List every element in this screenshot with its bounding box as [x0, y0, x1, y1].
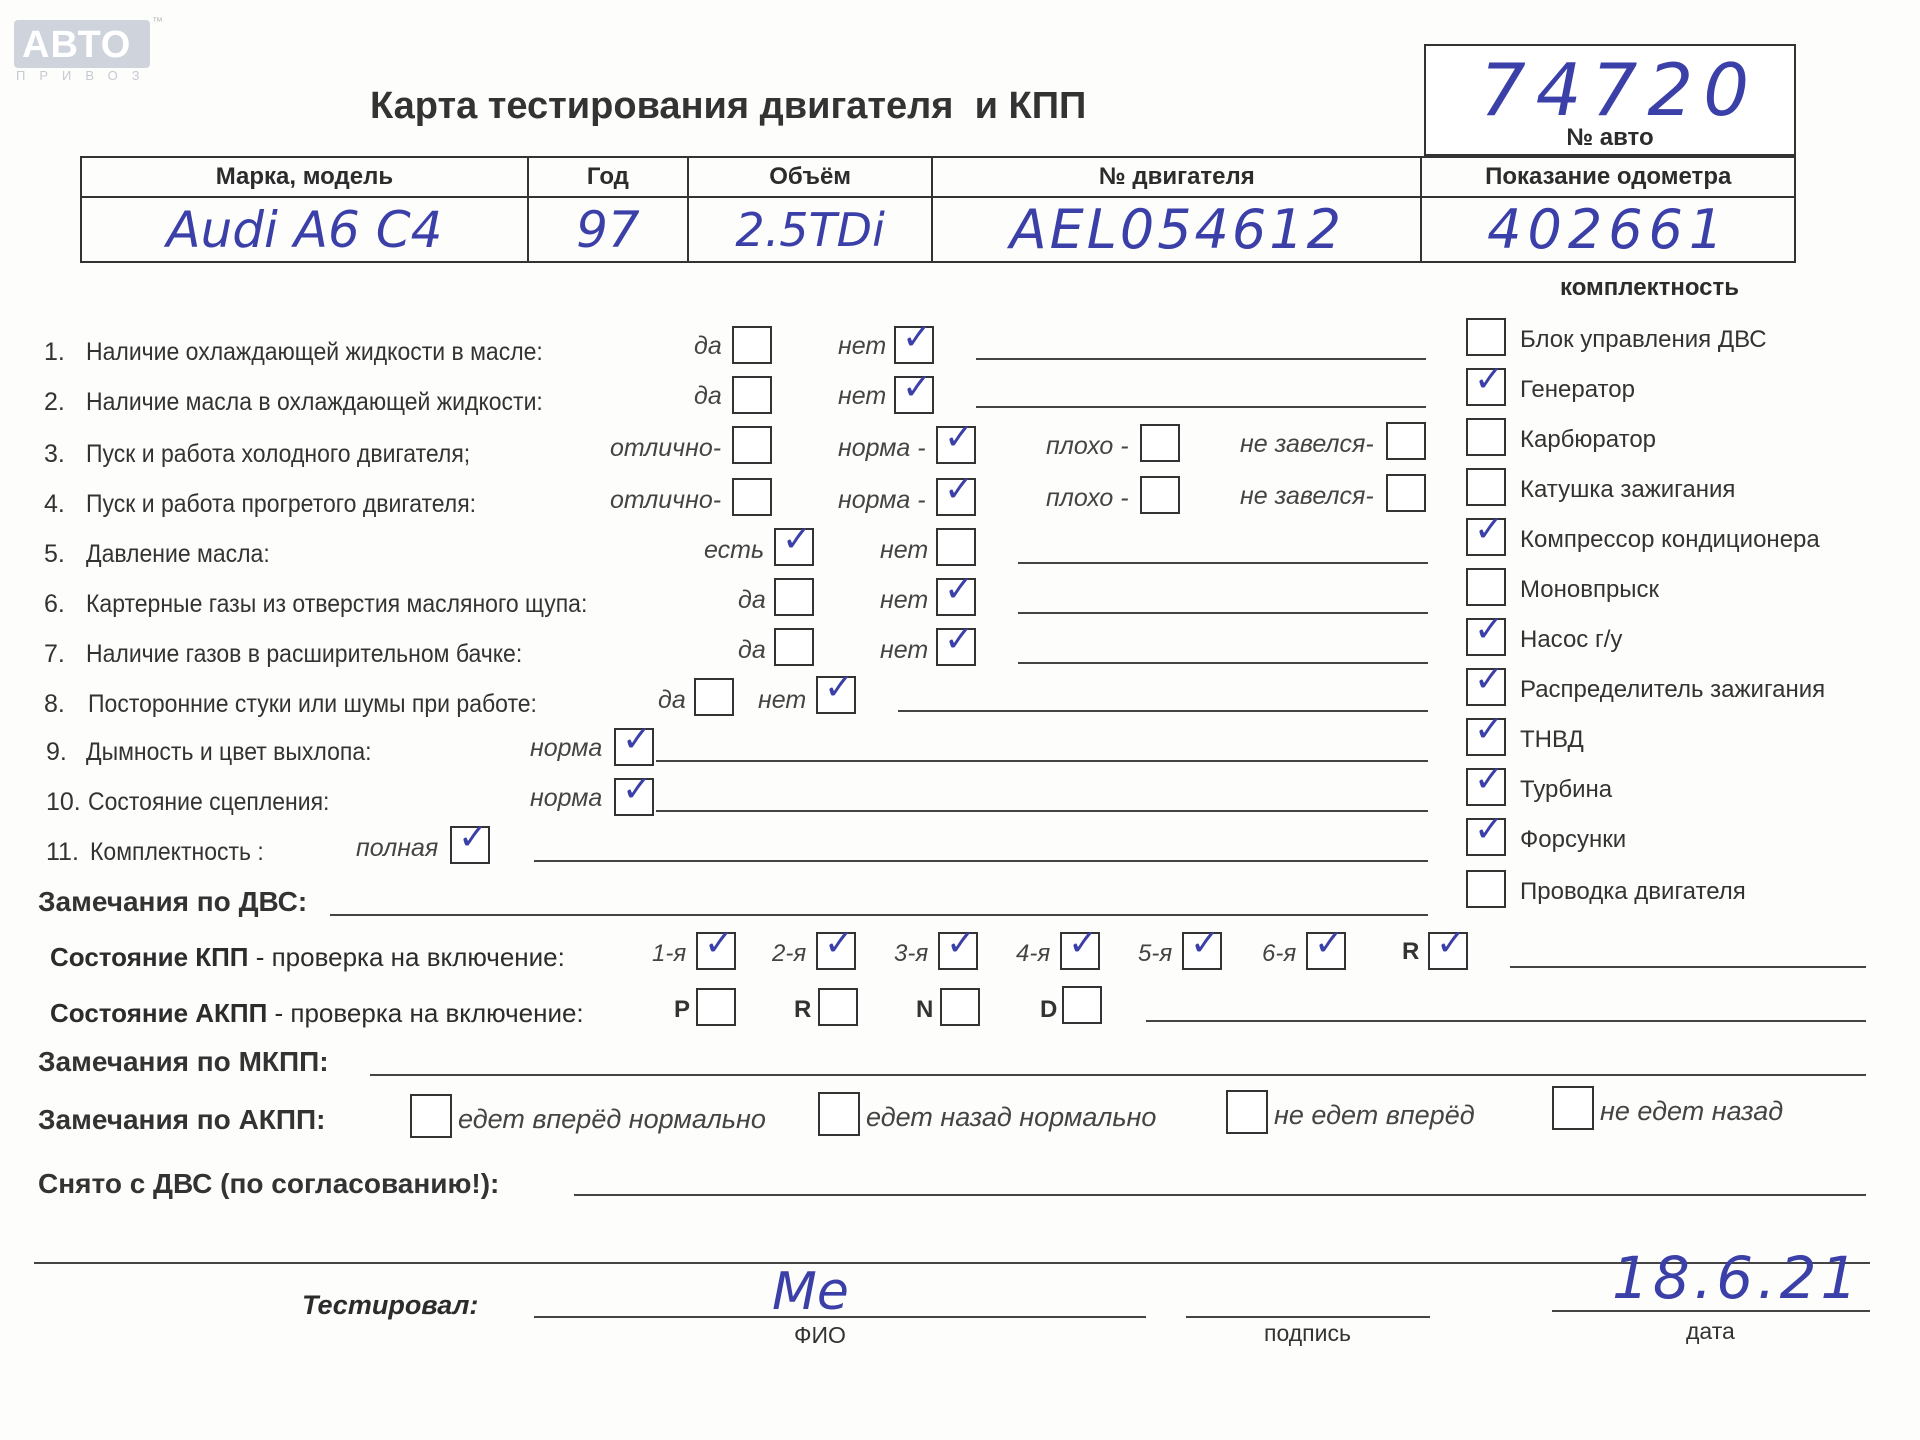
question-text: Наличие охлаждающей жидкости в масле: [86, 338, 543, 366]
tested-label: Тестировал: [302, 1290, 479, 1320]
question-text: Наличие газов в расширительном бачке: [86, 640, 523, 668]
kit-checkbox-carburetor[interactable] [1466, 418, 1506, 456]
question-number: 2. [44, 388, 65, 416]
check-mark: ✓ [1436, 923, 1467, 964]
q5-est-checkbox[interactable] [774, 519, 814, 566]
q4-ploho-checkbox[interactable] [1140, 476, 1180, 514]
check-mark: ✓ [824, 667, 855, 708]
vehicle-header-table [80, 156, 1796, 263]
kit-checkbox-generator[interactable] [1466, 359, 1506, 406]
option-net: нет [880, 636, 929, 664]
engine-no-value: AEL054612 [932, 197, 1421, 262]
page-title: Карта тестирования двигателя и КПП [370, 85, 1087, 127]
check-mark: ✓ [1474, 709, 1505, 750]
header-col-volume: Объём [688, 157, 932, 197]
kpp-gear-2-checkbox[interactable] [816, 923, 856, 970]
q9-note-line [656, 760, 1428, 762]
kit-label-injection-pump: ТНВД [1520, 726, 1584, 753]
fio-label: ФИО [794, 1322, 846, 1348]
logo-sub: ПРИВОЗ [16, 68, 154, 83]
kit-label-wiring: Проводка двигателя [1520, 878, 1746, 905]
option-otlichno: отлично- [610, 434, 722, 462]
kit-checkbox-turbo[interactable] [1466, 759, 1506, 806]
akpp-gear-n-checkbox[interactable] [940, 988, 980, 1026]
akpp-label [50, 998, 584, 1029]
section-divider [34, 1262, 1870, 1264]
question-number: 6. [44, 590, 65, 618]
kit-checkbox-distributor[interactable] [1466, 659, 1506, 706]
check-mark: ✓ [1474, 359, 1505, 400]
check-mark: ✓ [946, 923, 977, 964]
check-mark: ✓ [1474, 809, 1505, 850]
check-mark: ✓ [1474, 659, 1505, 700]
option-norma: норма - [838, 486, 926, 514]
header-col-model: Марка, модель [81, 157, 528, 197]
q4-norma-checkbox[interactable] [936, 469, 976, 516]
akpp-gear-n: N [916, 996, 934, 1023]
fio-signature: Ме [772, 1262, 849, 1322]
auto-number-label: № авто [1566, 124, 1654, 151]
check-mark: ✓ [1474, 759, 1505, 800]
akpp-gear-d: D [1040, 996, 1058, 1023]
q4-otlichno-checkbox[interactable] [732, 478, 772, 516]
kit-checkbox-mono-injection[interactable] [1466, 568, 1506, 606]
volume-value: 2.5TDi [688, 197, 932, 262]
date-label: дата [1686, 1318, 1735, 1344]
option-norma: норма [530, 784, 603, 812]
kpp-gear-5: 5-я [1138, 940, 1173, 967]
kpp-gear-2: 2-я [772, 940, 807, 967]
kit-label-ps-pump: Насос г/у [1520, 626, 1623, 653]
question-number: 11. [46, 838, 79, 866]
q4-ne-zavelsya-checkbox[interactable] [1386, 474, 1426, 512]
akpp-gear-d-checkbox[interactable] [1062, 986, 1102, 1024]
q10-note-line [656, 810, 1428, 812]
kpp-note-line [1510, 966, 1866, 968]
akpp-gear-p-checkbox[interactable] [696, 988, 736, 1026]
q6-note-line [1018, 612, 1428, 614]
check-mark: ✓ [704, 923, 735, 964]
kit-checkbox-wiring[interactable] [1466, 870, 1506, 908]
kpp-gear-r: R [1402, 938, 1420, 965]
option-net: нет [758, 686, 807, 714]
check-mark: ✓ [824, 923, 855, 964]
check-mark: ✓ [944, 619, 975, 660]
q7-da-checkbox[interactable] [774, 628, 814, 666]
akpp-note-line [1146, 1020, 1866, 1022]
q7-note-line [1018, 662, 1428, 664]
remarks-mkpp-line [370, 1074, 1866, 1076]
akpp-label-bold: Состояние АКПП [50, 998, 268, 1028]
question-number: 9. [46, 738, 67, 766]
question-number: 8. [44, 690, 65, 718]
option-norma: норма [530, 734, 603, 762]
kpp-label [50, 942, 565, 973]
option-polnaya: полная [356, 834, 439, 862]
logo [14, 16, 163, 68]
q8-da-checkbox[interactable] [694, 678, 734, 716]
option-da: да [738, 586, 766, 614]
option-ne-zavelsya: не завелся- [1240, 430, 1374, 458]
question-text: Давление масла: [86, 540, 270, 568]
q8-note-line [898, 710, 1428, 712]
kit-checkbox-ecu[interactable] [1466, 318, 1506, 356]
option-da: да [738, 636, 766, 664]
kit-title: комплектность [1560, 274, 1740, 301]
check-mark: ✓ [782, 519, 813, 560]
kit-checkbox-ps-pump[interactable] [1466, 609, 1506, 656]
q1-da-checkbox[interactable] [732, 326, 772, 364]
akpp-label-rest: - проверка на включение: [267, 998, 584, 1028]
check-mark: ✓ [944, 469, 975, 510]
option-net: нет [838, 382, 887, 410]
akpp-forward-ok-checkbox[interactable] [410, 1094, 452, 1138]
logo-main: АВТО [22, 24, 132, 66]
kpp-label-bold: Состояние КПП [50, 942, 249, 972]
kpp-label-rest: - проверка на включение: [248, 942, 565, 972]
kit-label-carburetor: Карбюратор [1520, 426, 1657, 453]
date-value: 18.6.21 [1612, 1244, 1862, 1312]
akpp-no-backward-checkbox[interactable] [1552, 1086, 1594, 1130]
check-mark: ✓ [622, 769, 653, 810]
akpp-no-backward-label: не едет назад [1600, 1096, 1784, 1126]
option-da: да [658, 686, 686, 714]
kit-label-distributor: Распределитель зажигания [1520, 676, 1826, 703]
option-otlichno: отлично- [610, 486, 722, 514]
question-text: Пуск и работа холодного двигателя; [86, 440, 471, 468]
kpp-gear-r-checkbox[interactable] [1428, 923, 1468, 970]
question-number: 3. [44, 440, 65, 468]
question-number: 10. [46, 788, 81, 816]
akpp-gear-p: P [674, 996, 691, 1023]
remarks-dvs-label: Замечания по ДВС: [38, 886, 308, 917]
question-number: 1. [44, 338, 65, 366]
check-mark: ✓ [1190, 923, 1221, 964]
kit-checkbox-injection-pump[interactable] [1466, 709, 1506, 756]
removed-label: Снято с ДВС (по согласованию!): [38, 1168, 500, 1199]
kpp-gear-1-checkbox[interactable] [696, 923, 736, 970]
removed-line [574, 1194, 1866, 1196]
check-mark: ✓ [902, 367, 933, 408]
kpp-gear-3-checkbox[interactable] [938, 923, 978, 970]
option-net: нет [838, 332, 887, 360]
check-mark: ✓ [1314, 923, 1345, 964]
kit-label-ignition-coil: Катушка зажигания [1520, 476, 1736, 503]
question-text: Комплектность : [90, 838, 264, 866]
header-col-year: Год [528, 157, 688, 197]
remarks-akpp-label: Замечания по АКПП: [38, 1104, 326, 1135]
option-da: да [694, 382, 722, 410]
q11-polnaya-checkbox[interactable] [450, 817, 490, 864]
q7-net-checkbox[interactable] [936, 619, 976, 666]
akpp-backward-ok-label: едет назад нормально [866, 1102, 1157, 1132]
option-ne-zavelsya: не завелся- [1240, 482, 1374, 510]
check-mark: ✓ [1068, 923, 1099, 964]
auto-number-box [1424, 44, 1796, 156]
question-number: 5. [44, 540, 65, 568]
kit-label-ac-compressor: Компрессор кондиционера [1520, 526, 1820, 553]
auto-number-value: 74720 [1480, 48, 1760, 132]
question-text: Наличие масла в охлаждающей жидкости: [86, 388, 543, 416]
kit-checkbox-ac-compressor[interactable] [1466, 509, 1506, 556]
q9-norma-checkbox[interactable] [614, 719, 654, 766]
question-text: Дымность и цвет выхлопа: [86, 738, 372, 766]
q3-ploho-checkbox[interactable] [1140, 424, 1180, 462]
akpp-gear-r: R [794, 996, 812, 1023]
kpp-gear-4-checkbox[interactable] [1060, 923, 1100, 970]
q10-norma-checkbox[interactable] [614, 769, 654, 816]
kpp-gear-1: 1-я [652, 940, 687, 967]
option-ploho: плохо - [1046, 484, 1129, 512]
question-text: Состояние сцепления: [88, 788, 330, 816]
option-net: нет [880, 586, 929, 614]
option-norma: норма - [838, 434, 926, 462]
q2-note-line [976, 406, 1426, 408]
akpp-no-forward-checkbox[interactable] [1226, 1090, 1268, 1134]
question-number: 4. [44, 490, 65, 518]
model-value: Audi A6 C4 [81, 197, 528, 262]
q6-da-checkbox[interactable] [774, 578, 814, 616]
remarks-dvs-line [330, 914, 1428, 916]
option-net: нет [880, 536, 929, 564]
kit-label-generator: Генератор [1520, 376, 1635, 403]
q3-norma-checkbox[interactable] [936, 417, 976, 464]
logo-tm: ™ [152, 16, 163, 28]
odometer-value: 402661 [1421, 197, 1795, 262]
question-text: Картерные газы из отверстия масляного щупа: [86, 590, 588, 618]
kit-label-injectors: Форсунки [1520, 826, 1627, 853]
year-value: 97 [528, 197, 688, 262]
q6-net-checkbox[interactable] [936, 569, 976, 616]
option-ploho: плохо - [1046, 432, 1129, 460]
remarks-mkpp-label: Замечания по МКПП: [38, 1046, 329, 1077]
kpp-gear-6: 6-я [1262, 940, 1297, 967]
check-mark: ✓ [1474, 509, 1505, 550]
kpp-gear-3: 3-я [894, 940, 929, 967]
question-number: 7. [44, 640, 65, 668]
question-text: Посторонние стуки или шумы при работе: [88, 690, 537, 718]
q8-net-checkbox[interactable] [816, 667, 856, 714]
kpp-gear-6-checkbox[interactable] [1306, 923, 1346, 970]
kit-checkbox-injectors[interactable] [1466, 809, 1506, 856]
option-est: есть [704, 536, 765, 564]
podpis-label: подпись [1264, 1320, 1351, 1346]
kit-label-ecu: Блок управления ДВС [1520, 326, 1767, 353]
q2-net-checkbox[interactable] [894, 367, 934, 414]
akpp-backward-ok-checkbox[interactable] [818, 1092, 860, 1136]
kit-label-turbo: Турбина [1520, 776, 1613, 803]
kit-checkbox-ignition-coil[interactable] [1466, 468, 1506, 506]
question-text: Пуск и работа прогретого двигателя: [86, 490, 477, 518]
check-mark: ✓ [944, 569, 975, 610]
q11-note-line [534, 860, 1428, 862]
kpp-gear-4: 4-я [1016, 940, 1051, 967]
podpis-line [1186, 1316, 1430, 1318]
q5-net-checkbox[interactable] [936, 528, 976, 566]
q1-net-checkbox[interactable] [894, 317, 934, 364]
check-mark: ✓ [622, 719, 653, 760]
q5-note-line [1018, 562, 1428, 564]
akpp-gear-r-checkbox[interactable] [818, 988, 858, 1026]
check-mark: ✓ [1474, 609, 1505, 650]
check-mark: ✓ [944, 417, 975, 458]
akpp-no-forward-label: не едет вперёд [1274, 1100, 1475, 1130]
check-mark: ✓ [902, 317, 933, 358]
q3-otlichno-checkbox[interactable] [732, 426, 772, 464]
akpp-forward-ok-label: едет вперёд нормально [458, 1104, 766, 1134]
header-col-odometer: Показание одометра [1421, 157, 1795, 197]
q3-ne-zavelsya-checkbox[interactable] [1386, 422, 1426, 460]
q1-note-line [976, 358, 1426, 360]
option-da: да [694, 332, 722, 360]
header-col-engine-no: № двигателя [932, 157, 1421, 197]
q2-da-checkbox[interactable] [732, 376, 772, 414]
check-mark: ✓ [458, 817, 489, 858]
kpp-gear-5-checkbox[interactable] [1182, 923, 1222, 970]
kit-label-mono-injection: Моновпрыск [1520, 576, 1660, 603]
